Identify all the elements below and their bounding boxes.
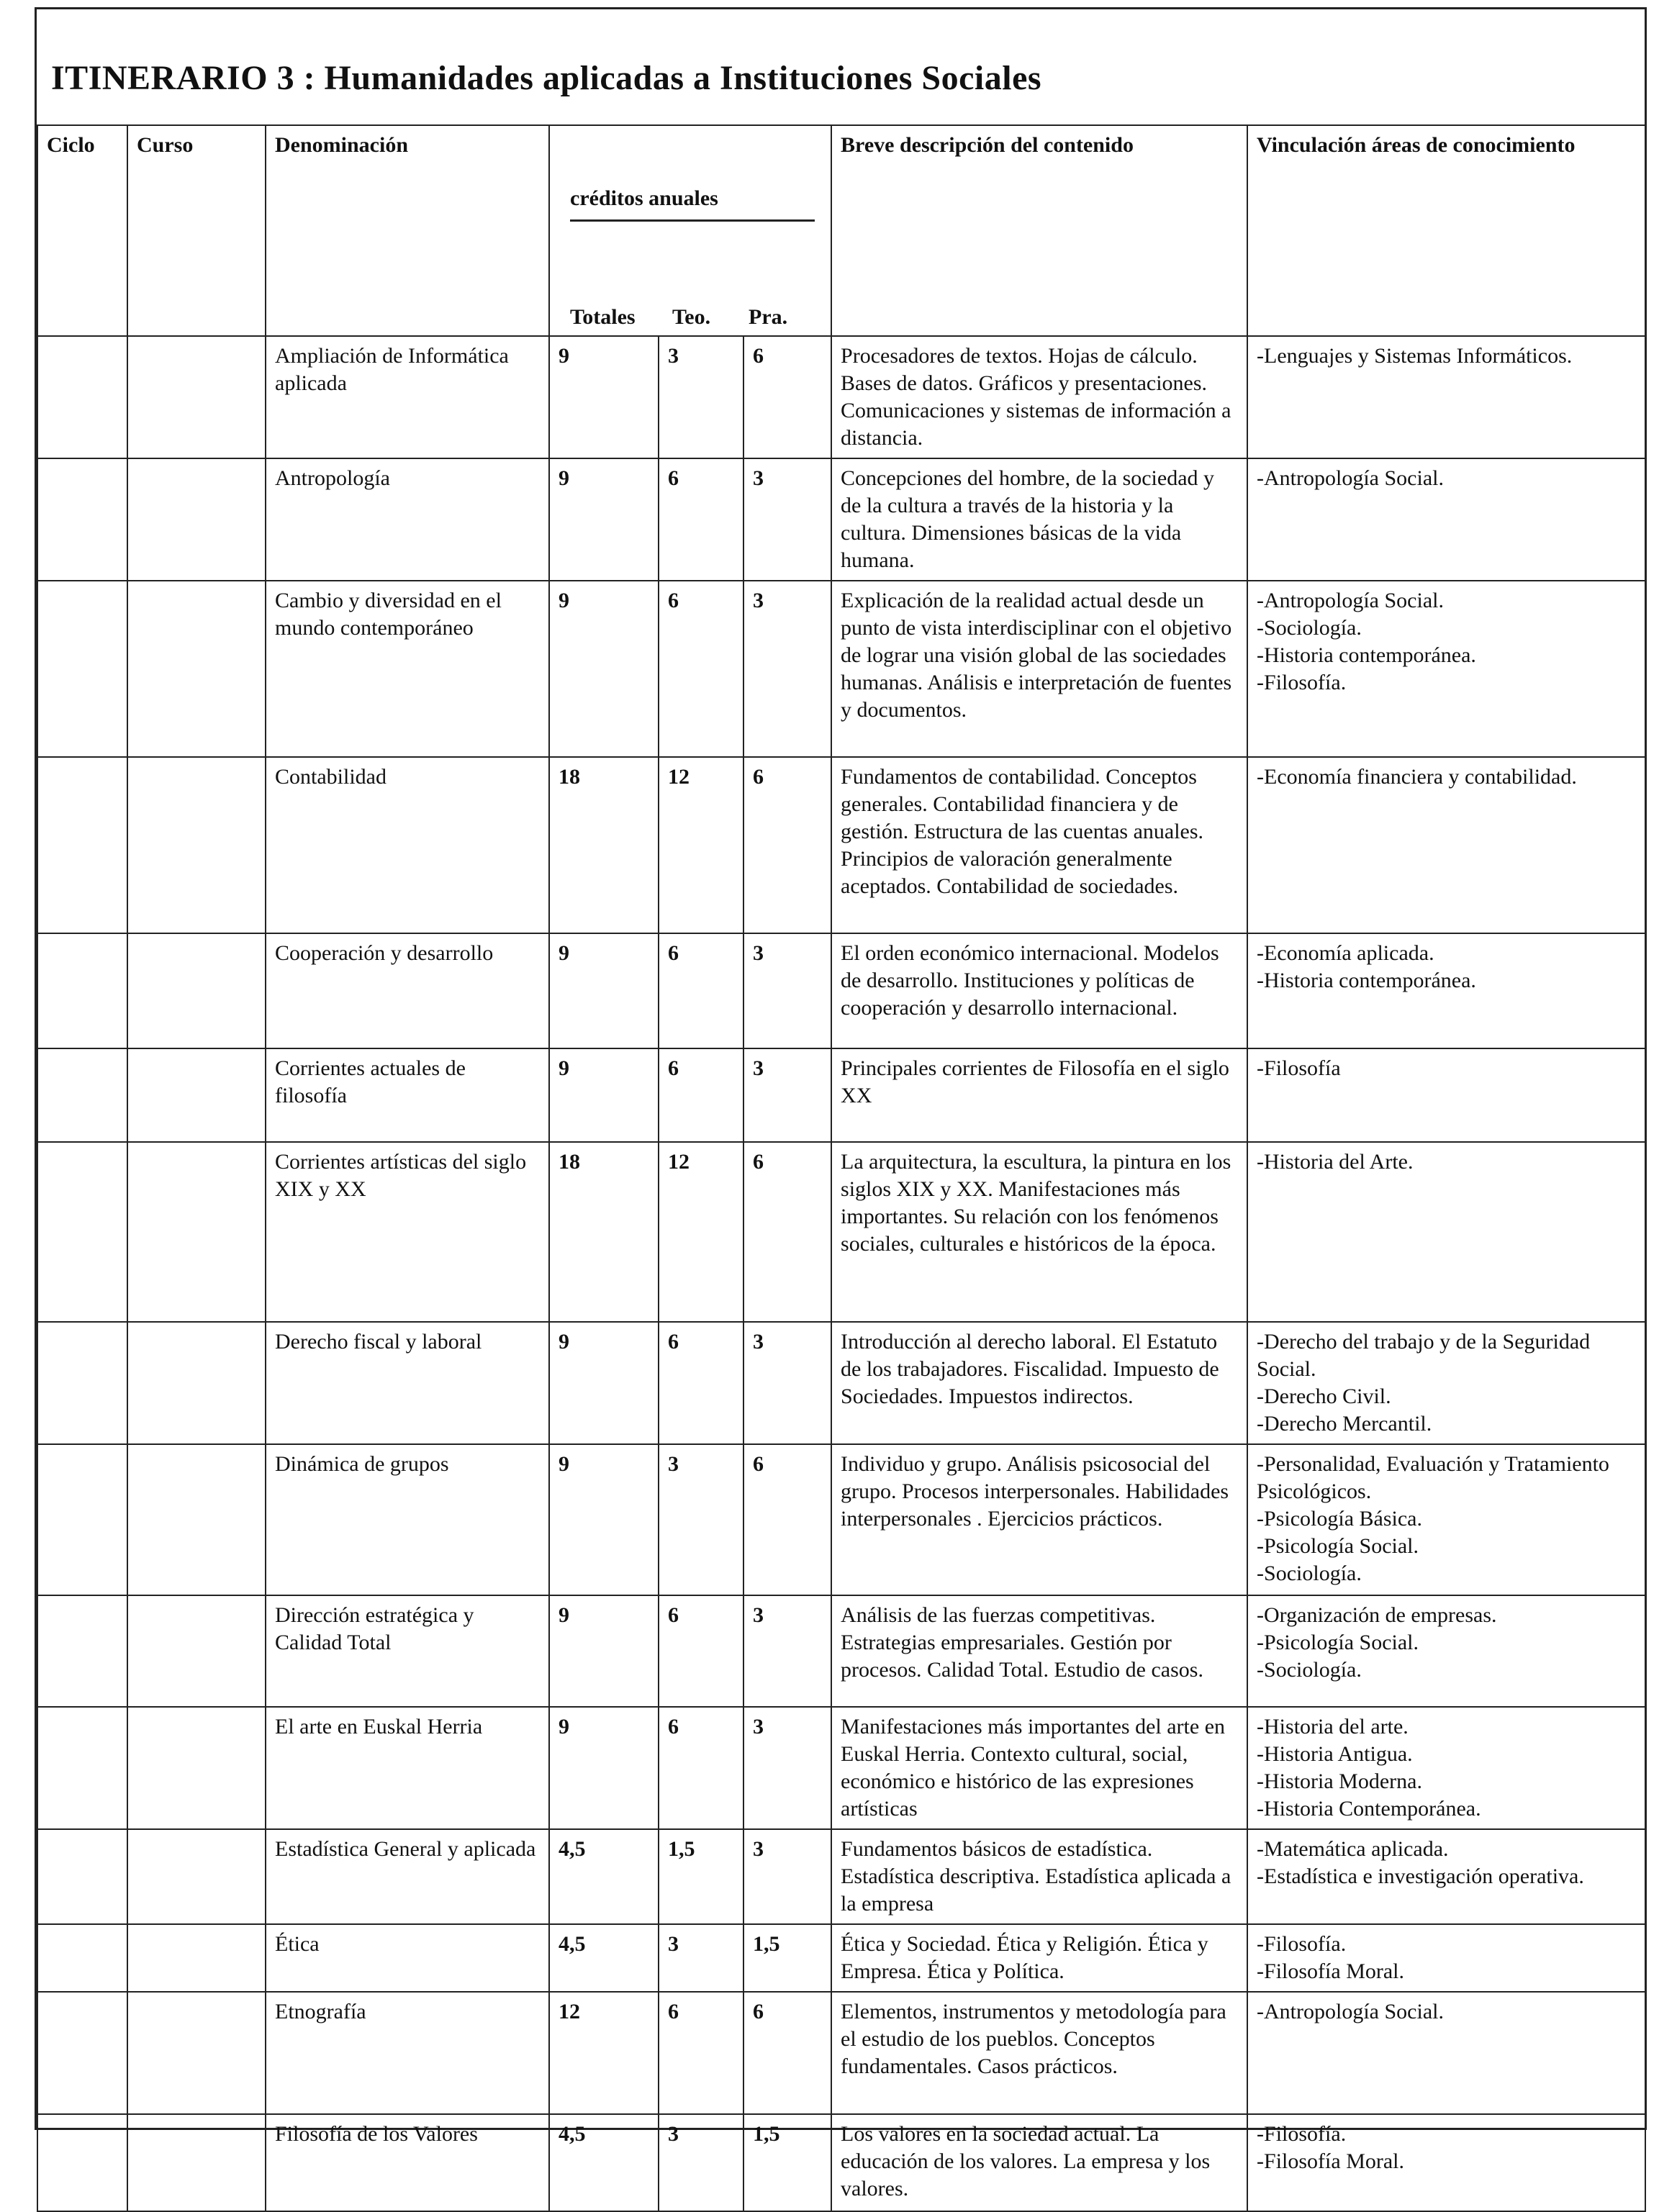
denominacion-cell: Derecho fiscal y laboral bbox=[266, 1322, 549, 1444]
area-item: -Antropología Social. bbox=[1257, 2000, 1444, 2023]
totales-cell: 9 bbox=[549, 336, 659, 458]
descripcion-cell: Fundamentos básicos de estadística. Estadística descriptiva. Estadística aplicada a la empresa bbox=[831, 1829, 1247, 1924]
teo-cell: 12 bbox=[659, 757, 743, 933]
area-item: -Organización de empresas. bbox=[1257, 1603, 1497, 1627]
table-row bbox=[37, 1829, 1645, 1924]
area-item: -Psicología Social. bbox=[1257, 1534, 1419, 1558]
denominacion-cell: Corrientes artísticas del siglo XIX y XX bbox=[266, 1142, 549, 1322]
table-row bbox=[37, 2114, 1645, 2211]
pra-cell: 3 bbox=[743, 458, 831, 581]
curso-cell bbox=[127, 1444, 266, 1595]
area-item: -Historia Antigua. bbox=[1257, 1742, 1413, 1766]
table-row bbox=[37, 1924, 1645, 1992]
area-item: -Filosofía. bbox=[1257, 671, 1347, 694]
ciclo-cell bbox=[37, 1048, 127, 1142]
teo-cell: 3 bbox=[659, 336, 743, 458]
pra-cell: 3 bbox=[743, 1829, 831, 1924]
table-row bbox=[37, 336, 1645, 458]
area-item: -Matemática aplicada. bbox=[1257, 1837, 1449, 1861]
header-ciclo: Ciclo bbox=[37, 125, 127, 336]
area-item: -Filosofía Moral. bbox=[1257, 1959, 1405, 1983]
ciclo-cell bbox=[37, 1992, 127, 2114]
denominacion-cell: Ética bbox=[266, 1924, 549, 1992]
pra-cell: 6 bbox=[743, 336, 831, 458]
area-item: -Filosofía bbox=[1257, 1056, 1341, 1080]
table-row bbox=[37, 1322, 1645, 1444]
descripcion-cell: Los valores en la sociedad actual. La educación de los valores. La empresa y los valores. bbox=[831, 2114, 1247, 2211]
teo-cell: 6 bbox=[659, 933, 743, 1048]
denominacion-cell: Antropología bbox=[266, 458, 549, 581]
teo-cell: 6 bbox=[659, 1322, 743, 1444]
area-item: -Historia contemporánea. bbox=[1257, 969, 1476, 992]
curso-cell bbox=[127, 1707, 266, 1829]
pra-cell: 3 bbox=[743, 1322, 831, 1444]
area-item: -Economía aplicada. bbox=[1257, 941, 1434, 965]
vinculacion-cell bbox=[1247, 757, 1645, 933]
curso-cell bbox=[127, 933, 266, 1048]
teo-cell: 6 bbox=[659, 458, 743, 581]
vinculacion-cell bbox=[1247, 1595, 1645, 1707]
ciclo-cell bbox=[37, 757, 127, 933]
table-row bbox=[37, 1992, 1645, 2114]
pra-cell: 3 bbox=[743, 933, 831, 1048]
vinculacion-cell bbox=[1247, 2114, 1645, 2211]
ciclo-cell bbox=[37, 1595, 127, 1707]
descripcion-cell: Análisis de las fuerzas competitivas. Estrategias empresariales. Gestión por procesos. Calidad Total. Estudio de casos. bbox=[831, 1595, 1247, 1707]
descripcion-cell: Concepciones del hombre, de la sociedad y de la cultura a través de la historia y la cultura. Dimensiones básicas de la vida humana. bbox=[831, 458, 1247, 581]
totales-cell: 18 bbox=[549, 1142, 659, 1322]
descripcion-cell: Procesadores de textos. Hojas de cálculo. Bases de datos. Gráficos y presentaciones. Comunicaciones y sistemas de información a distancia. bbox=[831, 336, 1247, 458]
vinculacion-cell bbox=[1247, 1707, 1645, 1829]
pra-cell: 3 bbox=[743, 581, 831, 757]
ciclo-cell bbox=[37, 1829, 127, 1924]
vinculacion-cell bbox=[1247, 458, 1645, 581]
vinculacion-cell bbox=[1247, 581, 1645, 757]
pra-cell: 3 bbox=[743, 1707, 831, 1829]
area-item: -Historia Moderna. bbox=[1257, 1769, 1422, 1793]
denominacion-cell: Estadística General y aplicada bbox=[266, 1829, 549, 1924]
teo-cell: 1,5 bbox=[659, 1829, 743, 1924]
curso-cell bbox=[127, 1992, 266, 2114]
descripcion-cell: La arquitectura, la escultura, la pintura en los siglos XIX y XX. Manifestaciones más importantes. Su relación con los fenómenos sociales, culturales e históricos de la época. bbox=[831, 1142, 1247, 1322]
header-curso: Curso bbox=[127, 125, 266, 336]
table-row bbox=[37, 1048, 1645, 1142]
denominacion-cell: El arte en Euskal Herria bbox=[266, 1707, 549, 1829]
teo-cell: 3 bbox=[659, 1444, 743, 1595]
area-item: -Historia contemporánea. bbox=[1257, 643, 1476, 667]
denominacion-cell: Etnografía bbox=[266, 1992, 549, 2114]
area-item: -Psicología Básica. bbox=[1257, 1507, 1422, 1531]
descripcion-cell: Explicación de la realidad actual desde un punto de vista interdisciplinar con el objetivo de lograr una visión global de las sociedades humanas. Análisis e interpretación de fuentes y documentos. bbox=[831, 581, 1247, 757]
totales-cell: 9 bbox=[549, 1595, 659, 1707]
header-pra: Pra. bbox=[749, 305, 788, 329]
ciclo-cell bbox=[37, 336, 127, 458]
table-row bbox=[37, 458, 1645, 581]
totales-cell: 9 bbox=[549, 581, 659, 757]
header-descripcion: Breve descripción del contenido bbox=[831, 125, 1247, 336]
teo-cell: 3 bbox=[659, 2114, 743, 2211]
curso-cell bbox=[127, 336, 266, 458]
totales-cell: 4,5 bbox=[549, 1924, 659, 1992]
header-vinculacion: Vinculación áreas de conocimiento bbox=[1247, 125, 1645, 336]
curso-cell bbox=[127, 757, 266, 933]
header-creditos-underline bbox=[570, 219, 815, 222]
teo-cell: 6 bbox=[659, 581, 743, 757]
curso-cell bbox=[127, 2114, 266, 2211]
descripcion-cell: Principales corrientes de Filosofía en el siglo XX bbox=[831, 1048, 1247, 1142]
denominacion-cell: Ampliación de Informática aplicada bbox=[266, 336, 549, 458]
totales-cell: 9 bbox=[549, 1707, 659, 1829]
ciclo-cell bbox=[37, 1924, 127, 1992]
totales-cell: 9 bbox=[549, 1048, 659, 1142]
pra-cell: 6 bbox=[743, 1992, 831, 2114]
header-row bbox=[37, 125, 1645, 336]
ciclo-cell bbox=[37, 458, 127, 581]
pra-cell: 6 bbox=[743, 1444, 831, 1595]
totales-cell: 4,5 bbox=[549, 1829, 659, 1924]
area-item: -Derecho Mercantil. bbox=[1257, 1412, 1432, 1436]
denominacion-cell: Filosofía de los Valores bbox=[266, 2114, 549, 2211]
ciclo-cell bbox=[37, 581, 127, 757]
header-teo: Teo. bbox=[672, 305, 711, 329]
area-item: -Derecho Civil. bbox=[1257, 1384, 1391, 1408]
teo-cell: 12 bbox=[659, 1142, 743, 1322]
curso-cell bbox=[127, 1322, 266, 1444]
totales-cell: 9 bbox=[549, 1444, 659, 1595]
descripcion-cell: Individuo y grupo. Análisis psicosocial del grupo. Procesos interpersonales. Habilidades interpersonales . Ejercicios prácticos. bbox=[831, 1444, 1247, 1595]
table-row bbox=[37, 581, 1645, 757]
table-row bbox=[37, 1707, 1645, 1829]
descripcion-cell: Manifestaciones más importantes del arte en Euskal Herria. Contexto cultural, social, económico e histórico de las expresiones artísticas bbox=[831, 1707, 1247, 1829]
teo-cell: 6 bbox=[659, 1992, 743, 2114]
vinculacion-cell bbox=[1247, 1048, 1645, 1142]
curso-cell bbox=[127, 1829, 266, 1924]
denominacion-cell: Cambio y diversidad en el mundo contemporáneo bbox=[266, 581, 549, 757]
vinculacion-cell bbox=[1247, 1142, 1645, 1322]
area-item: -Derecho del trabajo y de la Seguridad Social. bbox=[1257, 1330, 1591, 1381]
header-totales: Totales bbox=[570, 305, 636, 329]
vinculacion-cell bbox=[1247, 1322, 1645, 1444]
vinculacion-cell bbox=[1247, 1444, 1645, 1595]
header-denominacion: Denominación bbox=[266, 125, 549, 336]
denominacion-cell: Cooperación y desarrollo bbox=[266, 933, 549, 1048]
descripcion-cell: Fundamentos de contabilidad. Conceptos generales. Contabilidad financiera y de gestión. Estructura de las cuentas anuales. Principios de valoración generalmente aceptados. Contabilidad de sociedades. bbox=[831, 757, 1247, 933]
header-creditos-label: créditos anuales bbox=[570, 186, 718, 210]
area-item: -Sociología. bbox=[1257, 1561, 1362, 1585]
area-item: -Psicología Social. bbox=[1257, 1631, 1419, 1654]
table-row bbox=[37, 1444, 1645, 1595]
descripcion-cell: Introducción al derecho laboral. El Estatuto de los trabajadores. Fiscalidad. Impuesto de Sociedades. Impuestos indirectos. bbox=[831, 1322, 1247, 1444]
descripcion-cell: Ética y Sociedad. Ética y Religión. Ética y Empresa. Ética y Política. bbox=[831, 1924, 1247, 1992]
area-item: -Filosofía Moral. bbox=[1257, 2149, 1405, 2173]
vinculacion-cell bbox=[1247, 1924, 1645, 1992]
totales-cell: 12 bbox=[549, 1992, 659, 2114]
totales-cell: 9 bbox=[549, 458, 659, 581]
curso-cell bbox=[127, 1595, 266, 1707]
table-row bbox=[37, 1595, 1645, 1707]
pra-cell: 6 bbox=[743, 757, 831, 933]
ciclo-cell bbox=[37, 933, 127, 1048]
area-item: -Historia Contemporánea. bbox=[1257, 1797, 1481, 1821]
denominacion-cell: Contabilidad bbox=[266, 757, 549, 933]
ciclo-cell bbox=[37, 1322, 127, 1444]
header-creditos-subheaders bbox=[570, 304, 787, 331]
document-sheet bbox=[35, 7, 1647, 2200]
totales-cell: 9 bbox=[549, 1322, 659, 1444]
area-item: -Filosofía. bbox=[1257, 2122, 1347, 2146]
teo-cell: 6 bbox=[659, 1048, 743, 1142]
pra-cell: 1,5 bbox=[743, 2114, 831, 2211]
teo-cell: 6 bbox=[659, 1707, 743, 1829]
area-item: -Personalidad, Evaluación y Tratamiento Psicológicos. bbox=[1257, 1452, 1609, 1503]
vinculacion-cell bbox=[1247, 1992, 1645, 2114]
totales-cell: 9 bbox=[549, 933, 659, 1048]
ciclo-cell bbox=[37, 1444, 127, 1595]
vinculacion-cell bbox=[1247, 933, 1645, 1048]
ciclo-cell bbox=[37, 1707, 127, 1829]
curso-cell bbox=[127, 1142, 266, 1322]
pra-cell: 3 bbox=[743, 1595, 831, 1707]
area-item: -Filosofía. bbox=[1257, 1932, 1347, 1956]
vinculacion-cell bbox=[1247, 336, 1645, 458]
area-item: -Lenguajes y Sistemas Informáticos. bbox=[1257, 344, 1573, 368]
pra-cell: 1,5 bbox=[743, 1924, 831, 1992]
table-row bbox=[37, 757, 1645, 933]
totales-cell: 4,5 bbox=[549, 2114, 659, 2211]
teo-cell: 3 bbox=[659, 1924, 743, 1992]
denominacion-cell: Dirección estratégica y Calidad Total bbox=[266, 1595, 549, 1707]
area-item: -Historia del arte. bbox=[1257, 1715, 1409, 1739]
curso-cell bbox=[127, 581, 266, 757]
curso-cell bbox=[127, 458, 266, 581]
ciclo-cell bbox=[37, 2114, 127, 2211]
area-item: -Historia del Arte. bbox=[1257, 1150, 1414, 1174]
descripcion-cell: Elementos, instrumentos y metodología para el estudio de los pueblos. Conceptos fundamentales. Casos prácticos. bbox=[831, 1992, 1247, 2114]
table-row bbox=[37, 933, 1645, 1048]
subjects-table bbox=[37, 124, 1646, 2212]
denominacion-cell: Corrientes actuales de filosofía bbox=[266, 1048, 549, 1142]
page-title: ITINERARIO 3 : Humanidades aplicadas a Instituciones Sociales bbox=[51, 59, 1042, 97]
area-item: -Estadística e investigación operativa. bbox=[1257, 1864, 1584, 1888]
teo-cell: 6 bbox=[659, 1595, 743, 1707]
header-creditos bbox=[549, 125, 831, 336]
table-body bbox=[37, 336, 1645, 2211]
area-item: -Economía financiera y contabilidad. bbox=[1257, 765, 1577, 789]
pra-cell: 3 bbox=[743, 1048, 831, 1142]
pra-cell: 6 bbox=[743, 1142, 831, 1322]
area-item: -Antropología Social. bbox=[1257, 466, 1444, 490]
area-item: -Sociología. bbox=[1257, 616, 1362, 640]
descripcion-cell: El orden económico internacional. Modelos de desarrollo. Instituciones y políticas de cooperación y desarrollo internacional. bbox=[831, 933, 1247, 1048]
curso-cell bbox=[127, 1924, 266, 1992]
table-row bbox=[37, 1142, 1645, 1322]
area-item: -Antropología Social. bbox=[1257, 589, 1444, 612]
vinculacion-cell bbox=[1247, 1829, 1645, 1924]
area-item: -Sociología. bbox=[1257, 1658, 1362, 1682]
ciclo-cell bbox=[37, 1142, 127, 1322]
curso-cell bbox=[127, 1048, 266, 1142]
totales-cell: 18 bbox=[549, 757, 659, 933]
denominacion-cell: Dinámica de grupos bbox=[266, 1444, 549, 1595]
